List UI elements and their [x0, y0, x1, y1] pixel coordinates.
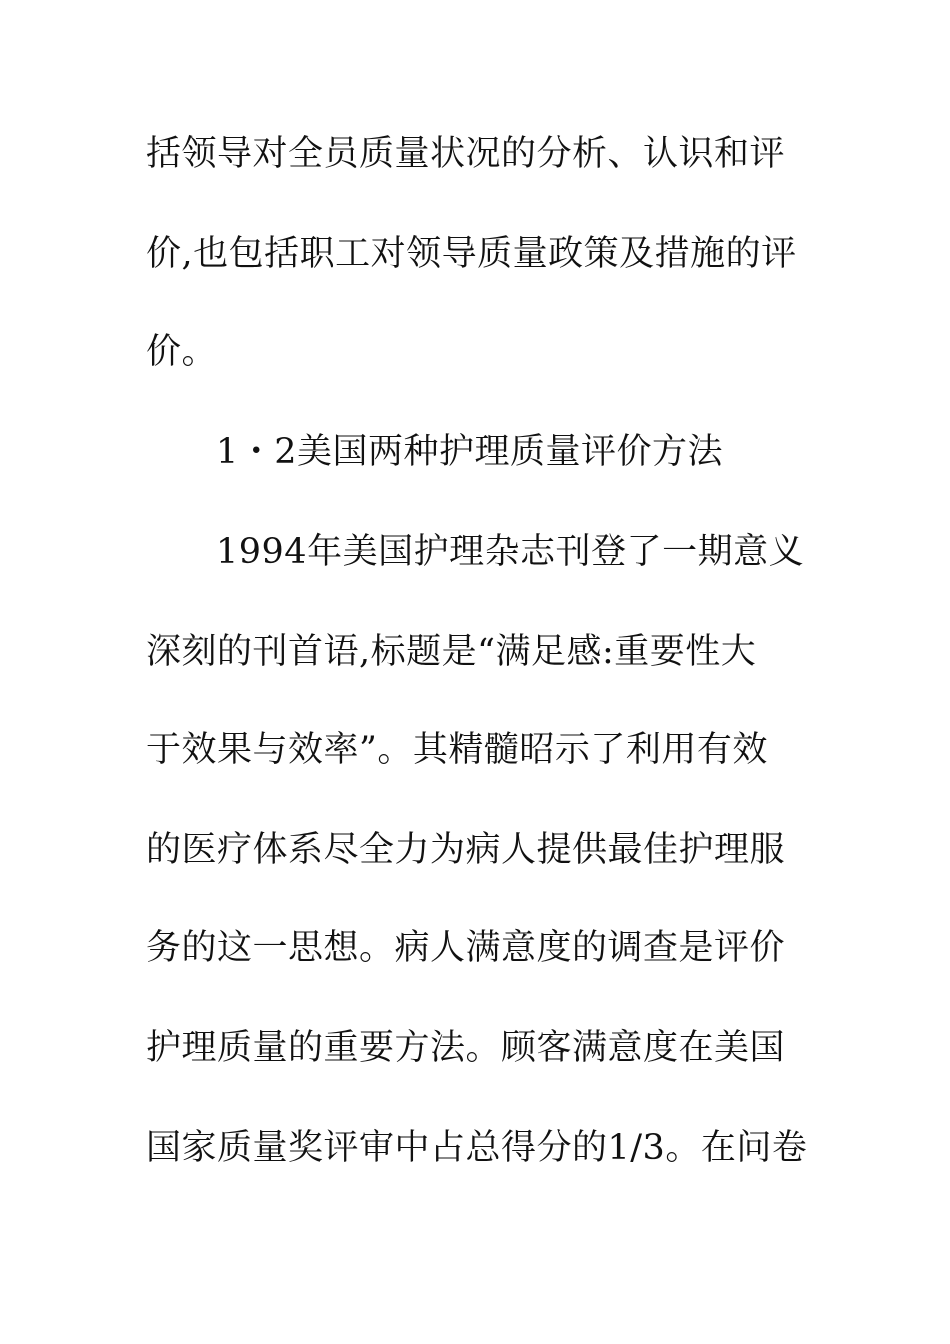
paragraph-line: 务的这一思想。病人满意度的调查是评价	[146, 928, 786, 968]
paragraph-line: 1994年美国护理杂志刊登了一期意义	[216, 532, 805, 572]
paragraph-line: 括领导对全员质量状况的分析、认识和评	[146, 134, 786, 174]
paragraph-line: 价,也包括职工对领导质量政策及措施的评	[146, 234, 797, 274]
paragraph-line: 深刻的刊首语,标题是“满足感:重要性大	[146, 632, 757, 672]
paragraph-line: 护理质量的重要方法。顾客满意度在美国	[146, 1028, 786, 1068]
paragraph-line: 国家质量奖评审中占总得分的1/3。在问卷	[146, 1128, 808, 1168]
paragraph-line: 的医疗体系尽全力为病人提供最佳护理服	[146, 830, 786, 870]
paragraph-line: 于效果与效率”。其精髓昭示了利用有效	[146, 730, 768, 770]
paragraph-line: 价。	[146, 332, 218, 372]
section-heading: 1・2美国两种护理质量评价方法	[216, 432, 724, 472]
